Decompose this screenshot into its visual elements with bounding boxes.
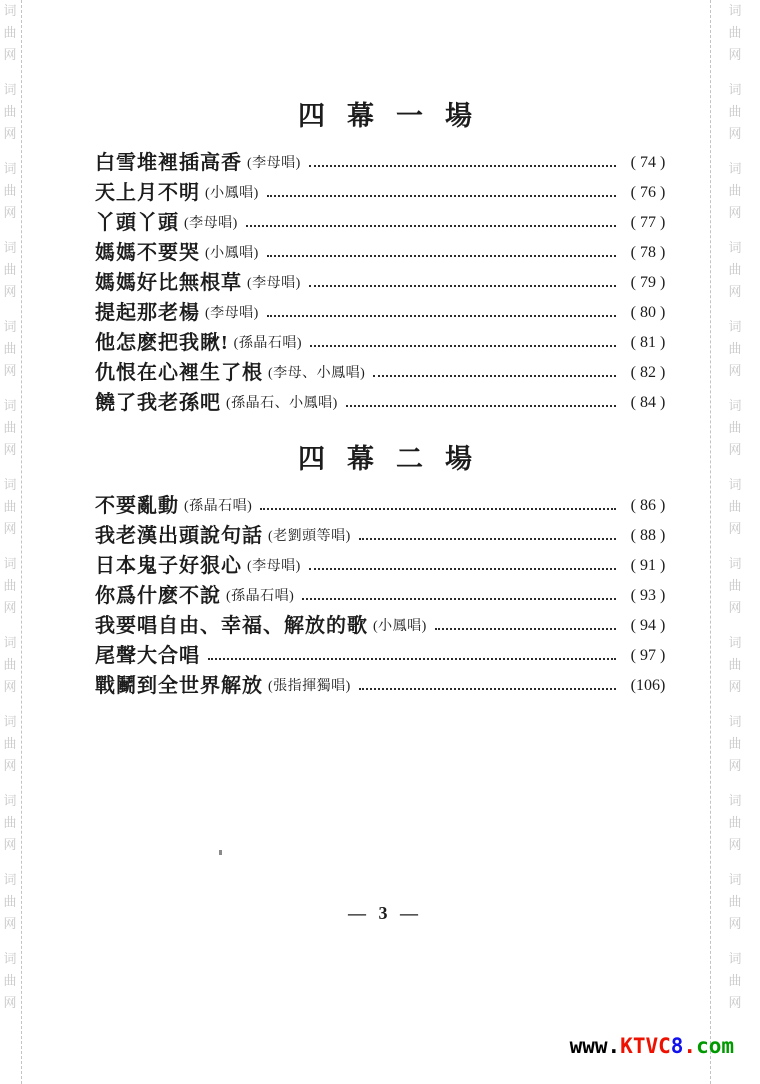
watermark-group [3,162,16,219]
watermark-group [3,478,16,535]
watermark-char: 曲 [728,262,742,277]
song-title: 尾聲大合唱 [95,645,200,667]
toc-entry [95,488,675,518]
watermark-column-right [726,4,744,1009]
song-title: 日本鬼子好狠心 [95,555,242,577]
dot-leader [309,568,616,570]
watermark-char: 网 [728,363,742,378]
page-number: ( 76 ) [630,184,666,201]
watermark-group [3,636,16,693]
watermark-char: 词 [728,872,742,887]
watermark-char: 网 [728,126,742,141]
site-watermark-segment: KTVC [620,1034,671,1058]
watermark-group [3,241,16,298]
watermark-char: 网 [3,679,17,694]
watermark-char: 网 [3,758,17,773]
toc-entry [95,145,675,175]
watermark-char: 曲 [728,420,742,435]
dot-leader [267,255,616,257]
watermark-char: 网 [728,995,742,1010]
watermark-group [728,320,741,377]
watermark-char: 词 [728,477,742,492]
page-number: ( 80 ) [630,304,666,321]
watermark-char: 网 [728,47,742,62]
watermark-char: 网 [3,126,17,141]
page-number: ( 74 ) [630,154,666,171]
toc-entry [95,325,675,355]
page-number: ( 91 ) [630,557,666,574]
watermark-char: 网 [3,47,17,62]
song-title: 媽媽不要哭 [95,242,200,264]
singer-annotation: (李母唱) [247,276,301,291]
watermark-char: 词 [3,319,17,334]
watermark-char: 曲 [3,104,17,119]
singer-annotation: (李母唱) [184,216,238,231]
watermark-char: 曲 [3,262,17,277]
page-number: ( 77 ) [630,214,666,231]
song-title: 我要唱自由、幸福、解放的歌 [95,615,368,637]
song-title: 媽媽好比無根草 [95,272,242,294]
watermark-char: 词 [3,82,17,97]
watermark-char: 曲 [3,815,17,830]
toc-entry [95,518,675,548]
dot-leader [267,315,616,317]
site-watermark-segment: com [696,1034,734,1058]
toc-entry [95,668,675,698]
singer-annotation: (孫晶石唱) [226,589,295,604]
dot-leader [302,598,616,600]
watermark-group [728,873,741,930]
watermark-column-left [1,4,19,1009]
site-watermark-segment: . [683,1034,697,1058]
watermark-char: 曲 [728,973,742,988]
watermark-group [3,83,16,140]
left-dashed-rule [21,0,22,1084]
watermark-char: 词 [728,319,742,334]
watermark-group [728,4,741,61]
section-title: 四幕一場 [298,101,494,131]
watermark-char: 网 [3,521,17,536]
watermark-char: 曲 [728,499,742,514]
singer-annotation: (李母唱) [247,559,301,574]
toc-entry [95,175,675,205]
watermark-group [728,794,741,851]
watermark-group [728,162,741,219]
singer-annotation: (李母唱) [247,156,301,171]
right-dashed-rule [710,0,711,1084]
song-title: 天上月不明 [95,182,200,204]
watermark-char: 曲 [3,736,17,751]
watermark-group [728,636,741,693]
watermark-char: 曲 [728,657,742,672]
watermark-char: 曲 [728,104,742,119]
watermark-group [728,952,741,1009]
watermark-char: 曲 [3,420,17,435]
watermark-char: 词 [3,635,17,650]
dot-leader [260,508,616,510]
page-number: ( 97 ) [630,647,666,664]
watermark-char: 网 [3,600,17,615]
toc-section-2 [95,443,675,698]
dot-leader [208,658,616,660]
song-title: 提起那老楊 [95,302,200,324]
toc-entry [95,265,675,295]
page-number: ( 78 ) [630,244,666,261]
watermark-char: 词 [3,793,17,808]
song-title: 白雪堆裡插高香 [95,152,242,174]
watermark-char: 网 [728,284,742,299]
watermark-char: 网 [728,205,742,220]
watermark-group [728,241,741,298]
watermark-char: 网 [3,995,17,1010]
dot-leader [373,375,616,377]
watermark-char: 网 [728,600,742,615]
watermark-char: 词 [728,82,742,97]
toc-entry [95,385,675,415]
song-title: 他怎麽把我瞅! [95,332,229,354]
watermark-group [728,557,741,614]
toc-entry [95,578,675,608]
scan-speck [219,850,222,855]
watermark-char: 词 [728,3,742,18]
watermark-char: 曲 [3,183,17,198]
watermark-char: 网 [3,284,17,299]
page-number: ( 84 ) [630,394,666,411]
toc-section-1 [95,100,675,415]
watermark-char: 网 [728,442,742,457]
dot-leader [310,345,616,347]
watermark-char: 曲 [3,973,17,988]
watermark-char: 词 [728,951,742,966]
singer-annotation: (李母唱) [205,306,259,321]
watermark-group [728,83,741,140]
toc-entry [95,235,675,265]
watermark-group [3,399,16,456]
watermark-char: 曲 [728,25,742,40]
watermark-group [3,873,16,930]
toc-entry [95,355,675,385]
watermark-char: 网 [3,363,17,378]
watermark-char: 曲 [728,578,742,593]
watermark-char: 曲 [3,341,17,356]
watermark-group [3,952,16,1009]
watermark-char: 词 [728,635,742,650]
toc-entry [95,638,675,668]
page-number: (106) [630,677,666,694]
song-title: 我老漢出頭說句話 [95,525,263,547]
watermark-group [3,715,16,772]
watermark-char: 曲 [3,578,17,593]
watermark-char: 网 [3,205,17,220]
toc-entry [95,205,675,235]
section-title: 四幕二場 [298,444,494,474]
site-watermark-segment: 8 [670,1034,684,1058]
watermark-char: 曲 [728,894,742,909]
watermark-char: 词 [3,556,17,571]
watermark-char: 曲 [728,341,742,356]
singer-annotation: (老劉頭等唱) [268,529,351,544]
singer-annotation: (小鳳唱) [205,246,259,261]
watermark-char: 曲 [3,499,17,514]
watermark-char: 网 [728,521,742,536]
watermark-char: 词 [3,240,17,255]
watermark-char: 网 [728,758,742,773]
dot-leader [246,225,616,227]
watermark-char: 曲 [728,183,742,198]
watermark-char: 词 [3,477,17,492]
watermark-char: 词 [728,161,742,176]
watermark-group [728,399,741,456]
watermark-char: 词 [3,872,17,887]
toc-entry [95,608,675,638]
page-number: ( 94 ) [630,617,666,634]
song-title: 你爲什麽不說 [95,585,221,607]
song-title: 仇恨在心裡生了根 [95,362,263,384]
dot-leader [346,405,616,407]
page-number: ( 88 ) [630,527,666,544]
watermark-group [728,715,741,772]
singer-annotation: (孫晶石、小鳳唱) [226,396,338,411]
watermark-char: 曲 [3,657,17,672]
watermark-char: 词 [3,714,17,729]
watermark-char: 网 [3,442,17,457]
watermark-char: 曲 [3,894,17,909]
watermark-char: 曲 [3,25,17,40]
page-number: ( 81 ) [630,334,666,351]
watermark-char: 词 [728,793,742,808]
dot-leader [435,628,616,630]
dot-leader [309,285,616,287]
page-number: ( 79 ) [630,274,666,291]
dot-leader [267,195,616,197]
watermark-char: 网 [728,916,742,931]
page-number: ( 82 ) [630,364,666,381]
watermark-group [3,4,16,61]
singer-annotation: (孫晶石唱) [184,499,253,514]
song-title: 饒了我老孫吧 [95,392,221,414]
song-title: 戰鬭到全世界解放 [95,675,263,697]
watermark-char: 曲 [728,815,742,830]
watermark-char: 曲 [728,736,742,751]
watermark-char: 网 [728,837,742,852]
watermark-char: 网 [728,679,742,694]
dot-leader [309,165,616,167]
song-title: 丫頭丫頭 [95,212,179,234]
toc [95,100,675,698]
watermark-char: 词 [728,398,742,413]
watermark-char: 词 [728,240,742,255]
toc-entry [95,548,675,578]
dot-leader [359,688,616,690]
watermark-char: 词 [728,556,742,571]
singer-annotation: (張指揮獨唱) [268,679,351,694]
watermark-group [3,557,16,614]
watermark-char: 词 [3,161,17,176]
page-number: ( 86 ) [630,497,666,514]
page-number: ( 93 ) [630,587,666,604]
site-watermark [528,1035,734,1057]
watermark-char: 词 [728,714,742,729]
watermark-group [3,794,16,851]
watermark-group [3,320,16,377]
dot-leader [359,538,616,540]
watermark-char: 词 [3,398,17,413]
watermark-char: 词 [3,3,17,18]
watermark-char: 词 [3,951,17,966]
footer-page-number: — 3 — [348,903,422,923]
song-title: 不要亂動 [95,495,179,517]
site-watermark-segment: www. [569,1034,621,1058]
watermark-group [728,478,741,535]
toc-entry [95,295,675,325]
watermark-char: 网 [3,916,17,931]
singer-annotation: (小鳳唱) [373,619,427,634]
singer-annotation: (李母、小鳳唱) [268,366,366,381]
watermark-char: 网 [3,837,17,852]
singer-annotation: (小鳳唱) [205,186,259,201]
singer-annotation: (孫晶石唱) [233,336,302,351]
